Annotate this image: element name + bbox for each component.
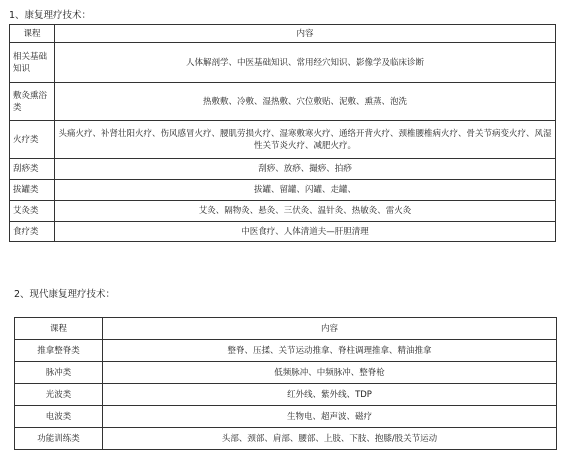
content-cell: 艾灸、隔物灸、悬灸、三伏灸、温针灸、热敏灸、雷火灸 bbox=[55, 201, 556, 222]
course-cell: 食疗类 bbox=[10, 222, 55, 242]
header-content: 内容 bbox=[103, 318, 557, 340]
course-cell: 推拿整脊类 bbox=[15, 340, 103, 362]
section2-heading: 2、现代康复理疗技术： bbox=[14, 289, 116, 300]
course-cell: 相关基础知识 bbox=[10, 43, 55, 83]
table-row bbox=[10, 121, 556, 159]
content-cell: 中医食疗、人体清道夫—肝胆清理 bbox=[55, 222, 556, 242]
table-header-row bbox=[15, 318, 557, 340]
table-row bbox=[15, 340, 557, 362]
content-cell: 头部、颈部、肩部、腰部、上肢、下肢、抱膝/股关节运动 bbox=[103, 428, 557, 450]
course-cell: 刮痧类 bbox=[10, 159, 55, 180]
course-cell: 电波类 bbox=[15, 406, 103, 428]
content-cell: 生物电、超声波、磁疗 bbox=[103, 406, 557, 428]
course-cell: 脉冲类 bbox=[15, 362, 103, 384]
content-cell: 整脊、压揉、关节运动推拿、脊柱调理推拿、精油推拿 bbox=[103, 340, 557, 362]
table-row bbox=[15, 406, 557, 428]
rehab-techniques-table bbox=[9, 24, 556, 242]
course-cell: 拔罐类 bbox=[10, 180, 55, 201]
content-cell: 低频脉冲、中频脉冲、整脊枪 bbox=[103, 362, 557, 384]
header-course: 课程 bbox=[15, 318, 103, 340]
table-header-row bbox=[10, 25, 556, 43]
course-cell: 敷灸熏浴类 bbox=[10, 83, 55, 121]
content-cell: 人体解剖学、中医基础知识、常用经穴知识、影像学及临床诊断 bbox=[55, 43, 556, 83]
table-row bbox=[10, 159, 556, 180]
content-cell: 头痛火疗、补肾壮阳火疗、伤风感冒火疗、腰肌劳损火疗、湿寒敷寒火疗、通络开背火疗、颈椎腰椎病火疗、骨关节病变火疗、风湿性关节炎火疗、减肥火疗。 bbox=[55, 121, 556, 159]
course-cell: 功能训练类 bbox=[15, 428, 103, 450]
section1-heading: 1、康复理疗技术： bbox=[9, 10, 92, 21]
table-row bbox=[10, 43, 556, 83]
table-row bbox=[10, 180, 556, 201]
content-cell: 热敷敷、冷敷、湿热敷、穴位敷贴、泥敷、熏蒸、泡洗 bbox=[55, 83, 556, 121]
header-content: 内容 bbox=[55, 25, 556, 43]
table-row bbox=[15, 362, 557, 384]
table-row bbox=[15, 428, 557, 450]
table-row bbox=[10, 83, 556, 121]
course-cell: 光波类 bbox=[15, 384, 103, 406]
content-cell: 红外线、紫外线、TDP bbox=[103, 384, 557, 406]
table-row bbox=[10, 201, 556, 222]
content-cell: 拔罐、留罐、闪罐、走罐、 bbox=[55, 180, 556, 201]
table-row bbox=[15, 384, 557, 406]
course-cell: 火疗类 bbox=[10, 121, 55, 159]
table-row bbox=[10, 222, 556, 242]
modern-rehab-techniques-table bbox=[14, 317, 557, 450]
header-course: 课程 bbox=[10, 25, 55, 43]
course-cell: 艾灸类 bbox=[10, 201, 55, 222]
content-cell: 刮痧、放痧、撮痧、拍痧 bbox=[55, 159, 556, 180]
